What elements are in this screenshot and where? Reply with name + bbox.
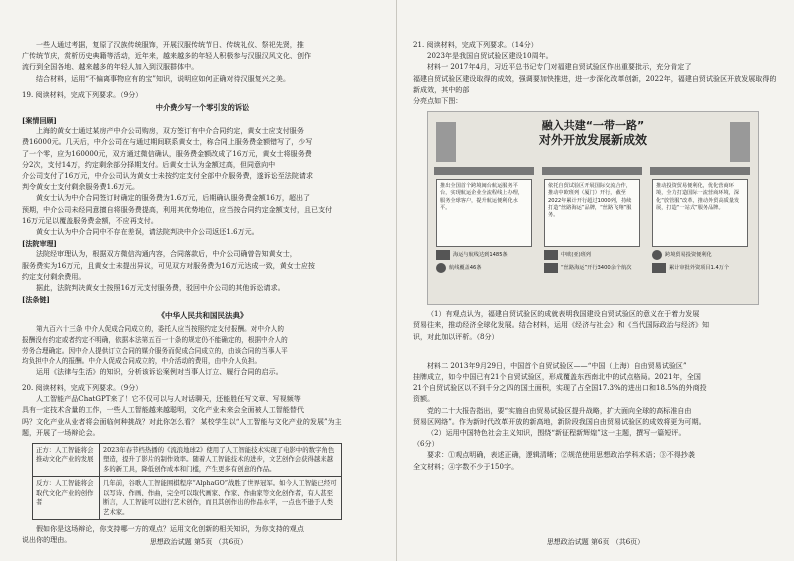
text-line: 黄女士认为中介合同签订时确定的服务费为1.6万元，后期确认服务费金额16万，超出了 xyxy=(36,194,311,203)
infographic-title xyxy=(488,118,698,148)
text-line: 一些人通过考据，复原了汉族传统服饰，开展汉服传统节日、传统礼仪、祭祀先贤，推 xyxy=(36,41,304,49)
column-header-bar xyxy=(542,167,642,175)
text-line: 介公司支付了16万元，中介公司认为黄女士未按约定支付全部中介服务费，遂诉讼至法院请求 xyxy=(22,172,314,181)
case-title: 中介费少写一个零引发的诉讼 xyxy=(155,103,250,113)
column-text: 推动投资贸易便利化，优化营商环境，全力打造国际一流营商环境，深化“放管服”改革，推动外贸高质量发展，打造“一站式”服务品牌。 xyxy=(652,179,748,247)
text-line: 黄女士认为中介合同中不存在差误，请法院判决中介公司返还1.6万元。 xyxy=(36,228,259,237)
intro-block xyxy=(22,40,383,85)
text-line: 具有一定技术含量的工作，一些人工智能越来越聪明，文化产业未来会全面被人工智能替代 xyxy=(22,406,304,415)
text-line: 约定支付剩余费用。 xyxy=(22,272,86,281)
document-icon xyxy=(652,263,666,273)
stat-text: 跨境贸易投资便利化 xyxy=(665,252,712,259)
table-row xyxy=(33,477,342,520)
infographic-title-line2: 对外开放发展新成效 xyxy=(538,133,647,148)
stat-row xyxy=(436,263,532,273)
route-icon xyxy=(436,263,446,273)
question-head: 20. 阅读材料，完成下列要求。（9分） xyxy=(22,384,143,393)
text-line: 人工智能产品ChatGPT来了！它不仅可以与人对话聊天，还能胜任写文章、写视频等 xyxy=(36,395,301,404)
building-icon xyxy=(436,122,456,162)
answer-space xyxy=(413,343,780,361)
question-head: 21. 阅读材料，完成下列要求。（14分） xyxy=(413,41,538,49)
text-line: 广传统节庆，赏析历史典籍等活动，近年来，越来越多的年轻人积极参与汉服汉风文化、创作 xyxy=(22,52,312,61)
stat-row xyxy=(652,250,748,260)
text-line: 判令黄女士支付剩余服务费1.6万元。 xyxy=(22,183,140,192)
stat-row xyxy=(652,263,748,273)
text-line: 分2次，支付14万，约定剩余部分择期支付。后黄女士认为金额过高，但同意向中 xyxy=(22,160,276,169)
stat-row xyxy=(544,263,640,273)
infographic-column xyxy=(542,167,642,299)
text-line: 材料二 2013年9月29日，中国首个自贸试验区——“中国（上海）自由贸易试验区” xyxy=(427,361,687,370)
text-line: 据此，法院判决黄女士按照16万元支付服务费，驳回中介公司的其他诉讼请求。 xyxy=(36,284,285,293)
question-prompt: 说出你的理由。 xyxy=(22,536,72,545)
question-prompt: 全文材料；④字数不少于150字。 xyxy=(413,462,519,471)
text-line: 16万元足以覆盖服务费金额，不应再支付。 xyxy=(22,216,158,225)
table-cell-text: 2023年春节档热播的《流浪地球2》使用了人工智能技术实现了电影中的数字角色塑造，提升了影片的制作效率。随着人工智能技术的进步，文艺创作会获得越来越多的新工具，降低创作成本和门槛，产生更多有创意的作品。 xyxy=(100,444,342,477)
infographic-title-line1: 融入共建“一带一路” xyxy=(541,119,645,133)
text-line: 分亮点如下图： xyxy=(413,97,463,106)
infographic-column xyxy=(650,167,750,299)
stat-text: 中欧(亚)班列 xyxy=(561,252,591,259)
text-line: 资额。 xyxy=(413,395,435,404)
text-line: 了一个零，应为160000元，双方通过微信确认，服务费金额改成了16万元，黄女士将服务费 xyxy=(22,149,312,158)
page-right xyxy=(397,0,794,561)
column-text: 依托自贸试验区开展国际交流合作，推动中欧班列（厦门）开行，截至2022年累计开行超过1000列，持续打造“丝路海运”品牌，“丝路飞翔”服务。 xyxy=(544,179,640,247)
text-line: 服务费实为16万元，且黄女士未提出异议，可见双方对服务费为16万元达成一致，黄女士应按 xyxy=(22,261,315,270)
question-head: 19. 阅读材料，完成下列要求。（9分） xyxy=(22,90,143,99)
question-prompt: 识，对此加以评析。（8分） xyxy=(413,332,499,341)
table-row xyxy=(33,444,342,477)
infographic-column xyxy=(434,167,534,299)
question-19 xyxy=(22,90,383,378)
stat-text: 海运与航线达到1485条 xyxy=(453,252,508,259)
text-line: 材料一 2017年4月，习近平总书记专门对福建自贸试验区作出重要批示，充分肯定了 xyxy=(427,63,692,72)
stat-text: “丝路海运”开行3400余个航次 xyxy=(561,265,632,272)
table-cell-side: 反方：人工智能将会取代文化产业的创作者 xyxy=(33,477,100,520)
section-tag: [案情回顾] xyxy=(22,116,57,126)
question-prompt: 要求：①观点明确，表述正确，逻辑清晰；②规范使用思想政治学科术语；③不得抄袭 xyxy=(427,451,695,460)
question-prompt: 运用《法律与生活》的知识，分析该诉讼案例对当事人订立、履行合同的启示。 xyxy=(36,367,283,376)
building-icon xyxy=(730,122,750,162)
section-tag: [法条链] xyxy=(22,295,50,305)
page-footer: 思想政治试题 第5页 （共6页） xyxy=(149,538,248,546)
question-20 xyxy=(22,383,383,546)
text-line: 劳务合理确定。因中介人提供订立合同的媒介服务而促成合同成立的，由该合同的当事人平 xyxy=(22,346,288,355)
stat-row xyxy=(544,250,640,260)
text-line: 均负担中介人的报酬。中介人促成合同成立的，中介活动的费用，由中介人负担。 xyxy=(22,357,262,366)
text-line: 2023年是我国自贸试验区建设10周年。 xyxy=(427,52,553,61)
text-line: 挂牌成立，如今中国已有21个自贸试验区，形成覆盖东西南北中的试点格局。2021年，全国 xyxy=(413,373,701,382)
stat-text: 航线覆盖46条 xyxy=(449,265,482,272)
stat-text: 累计审批外资项目1.4万个 xyxy=(669,265,730,272)
stat-row xyxy=(436,250,532,260)
question-prompt: 结合材料，运用“不偏离事物应有的宝”知识，说明应如何正确对待汉服复兴之美。 xyxy=(36,74,291,83)
question-prompt: 贸易往来，推动经济全球化发展。结合材料，运用《经济与社会》和《当代国际政治与经济》知 xyxy=(413,321,710,330)
text-line: 报酬没有约定或者约定不明确，依据本法第五百一十条的规定仍不能确定的，根据中介人的 xyxy=(22,336,288,345)
text-line: 党的二十大报告指出，要“实施自由贸易试验区提升战略，扩大面向全球的高标准自由 xyxy=(427,406,692,415)
text-line: 预期，中介公司未经同意擅自将服务费提高，利用其优势地位，应当按合同约定金额支付，且已支付 xyxy=(22,205,333,214)
question-prompt: （6分） xyxy=(413,440,439,449)
page-footer: 思想政治试题 第6页 （共6页） xyxy=(546,538,645,546)
text-line: 21个自贸试验区以不到千分之四的国土面积，实现了占全国17.3%的进出口和18.5%的外商投 xyxy=(413,384,707,393)
question-prompt: 假如你是这场辩论，你支持哪一方的观点？运用文化创新的相关知识，为你支持的观点 xyxy=(36,524,304,533)
debate-table xyxy=(32,443,342,520)
text-line: 流行到全国各地、越来越多的年轻人加入到汉服群体中。 xyxy=(22,63,199,72)
column-header-bar xyxy=(650,167,750,175)
text-line: 法院经审理认为，根据双方微信沟通内容，合同落款后，中介公司确曾告知黄女士， xyxy=(36,250,297,259)
table-cell-text: 几年前，谷歌人工智能围棋程序“AlphaGO”战胜了世界冠军。如今人工智能已经可以写诗、作画、作曲，完全可以取代画家、作家、作曲家等文化创作者，有人甚至断言，人工智能可以进行艺术创作，而且其创作出的作品水平，一点也不逊于人类艺术家。 xyxy=(100,477,342,520)
question-prompt: （2）运用中国特色社会主义知识，围绕“新征程新辉煌”这一主题，撰写一篇短评。 xyxy=(427,429,686,438)
question-prompt: （1）有观点认为，福建自贸试验区的成就表明我国建设自贸试验区的意义在于着力发展 xyxy=(427,310,700,319)
globe-icon xyxy=(652,250,662,260)
text-line: 上海的黄女士通过某房产中介公司购房，双方签订有中介合同约定，黄女士应支付服务 xyxy=(36,127,304,136)
table-cell-side: 正方：人工智能将会推动文化产业的发展 xyxy=(33,444,100,477)
column-text: 推出全国首个跨境闽台航运服务平台，实现航运企业全流程线上办理，服务全球客户，提升航运便利化水平。 xyxy=(436,179,532,247)
text-line: 福建自贸试验区建设取得的成效，强调要加快推进，进一步深化改革创新，2022年，福建自贸试验区开放发展取得的新成效，其中的部 xyxy=(413,74,777,94)
column-header-bar xyxy=(434,167,534,175)
law-title: 《中华人民共和国民法典》 xyxy=(157,311,248,321)
ship-icon xyxy=(436,250,450,260)
text-line: 题，开展了一场辩论会。 xyxy=(22,428,100,437)
text-line: 第九百六十三条 中介人促成合同成立的，委托人应当按照约定支付报酬。对中介人的 xyxy=(36,325,284,334)
ship-icon xyxy=(544,263,558,273)
section-tag: [法院审理] xyxy=(22,239,57,249)
infographic xyxy=(427,111,759,305)
text-line: 贸易区网络”。作为新时代改革开放的新高地，新阶段我国自由贸易试验区的成效将更为可期。 xyxy=(413,417,706,426)
text-line: 吗？文化产业从业者将会面临何种挑战？对此你怎么看？ 某校学生以“人工智能与文化产业的发展”为主 xyxy=(22,417,342,426)
train-icon xyxy=(544,250,558,260)
text-line: 费16000元。几天后，中介公司在与通过期间联系黄女士，称合同上服务费金额错写了，少写 xyxy=(22,138,313,147)
